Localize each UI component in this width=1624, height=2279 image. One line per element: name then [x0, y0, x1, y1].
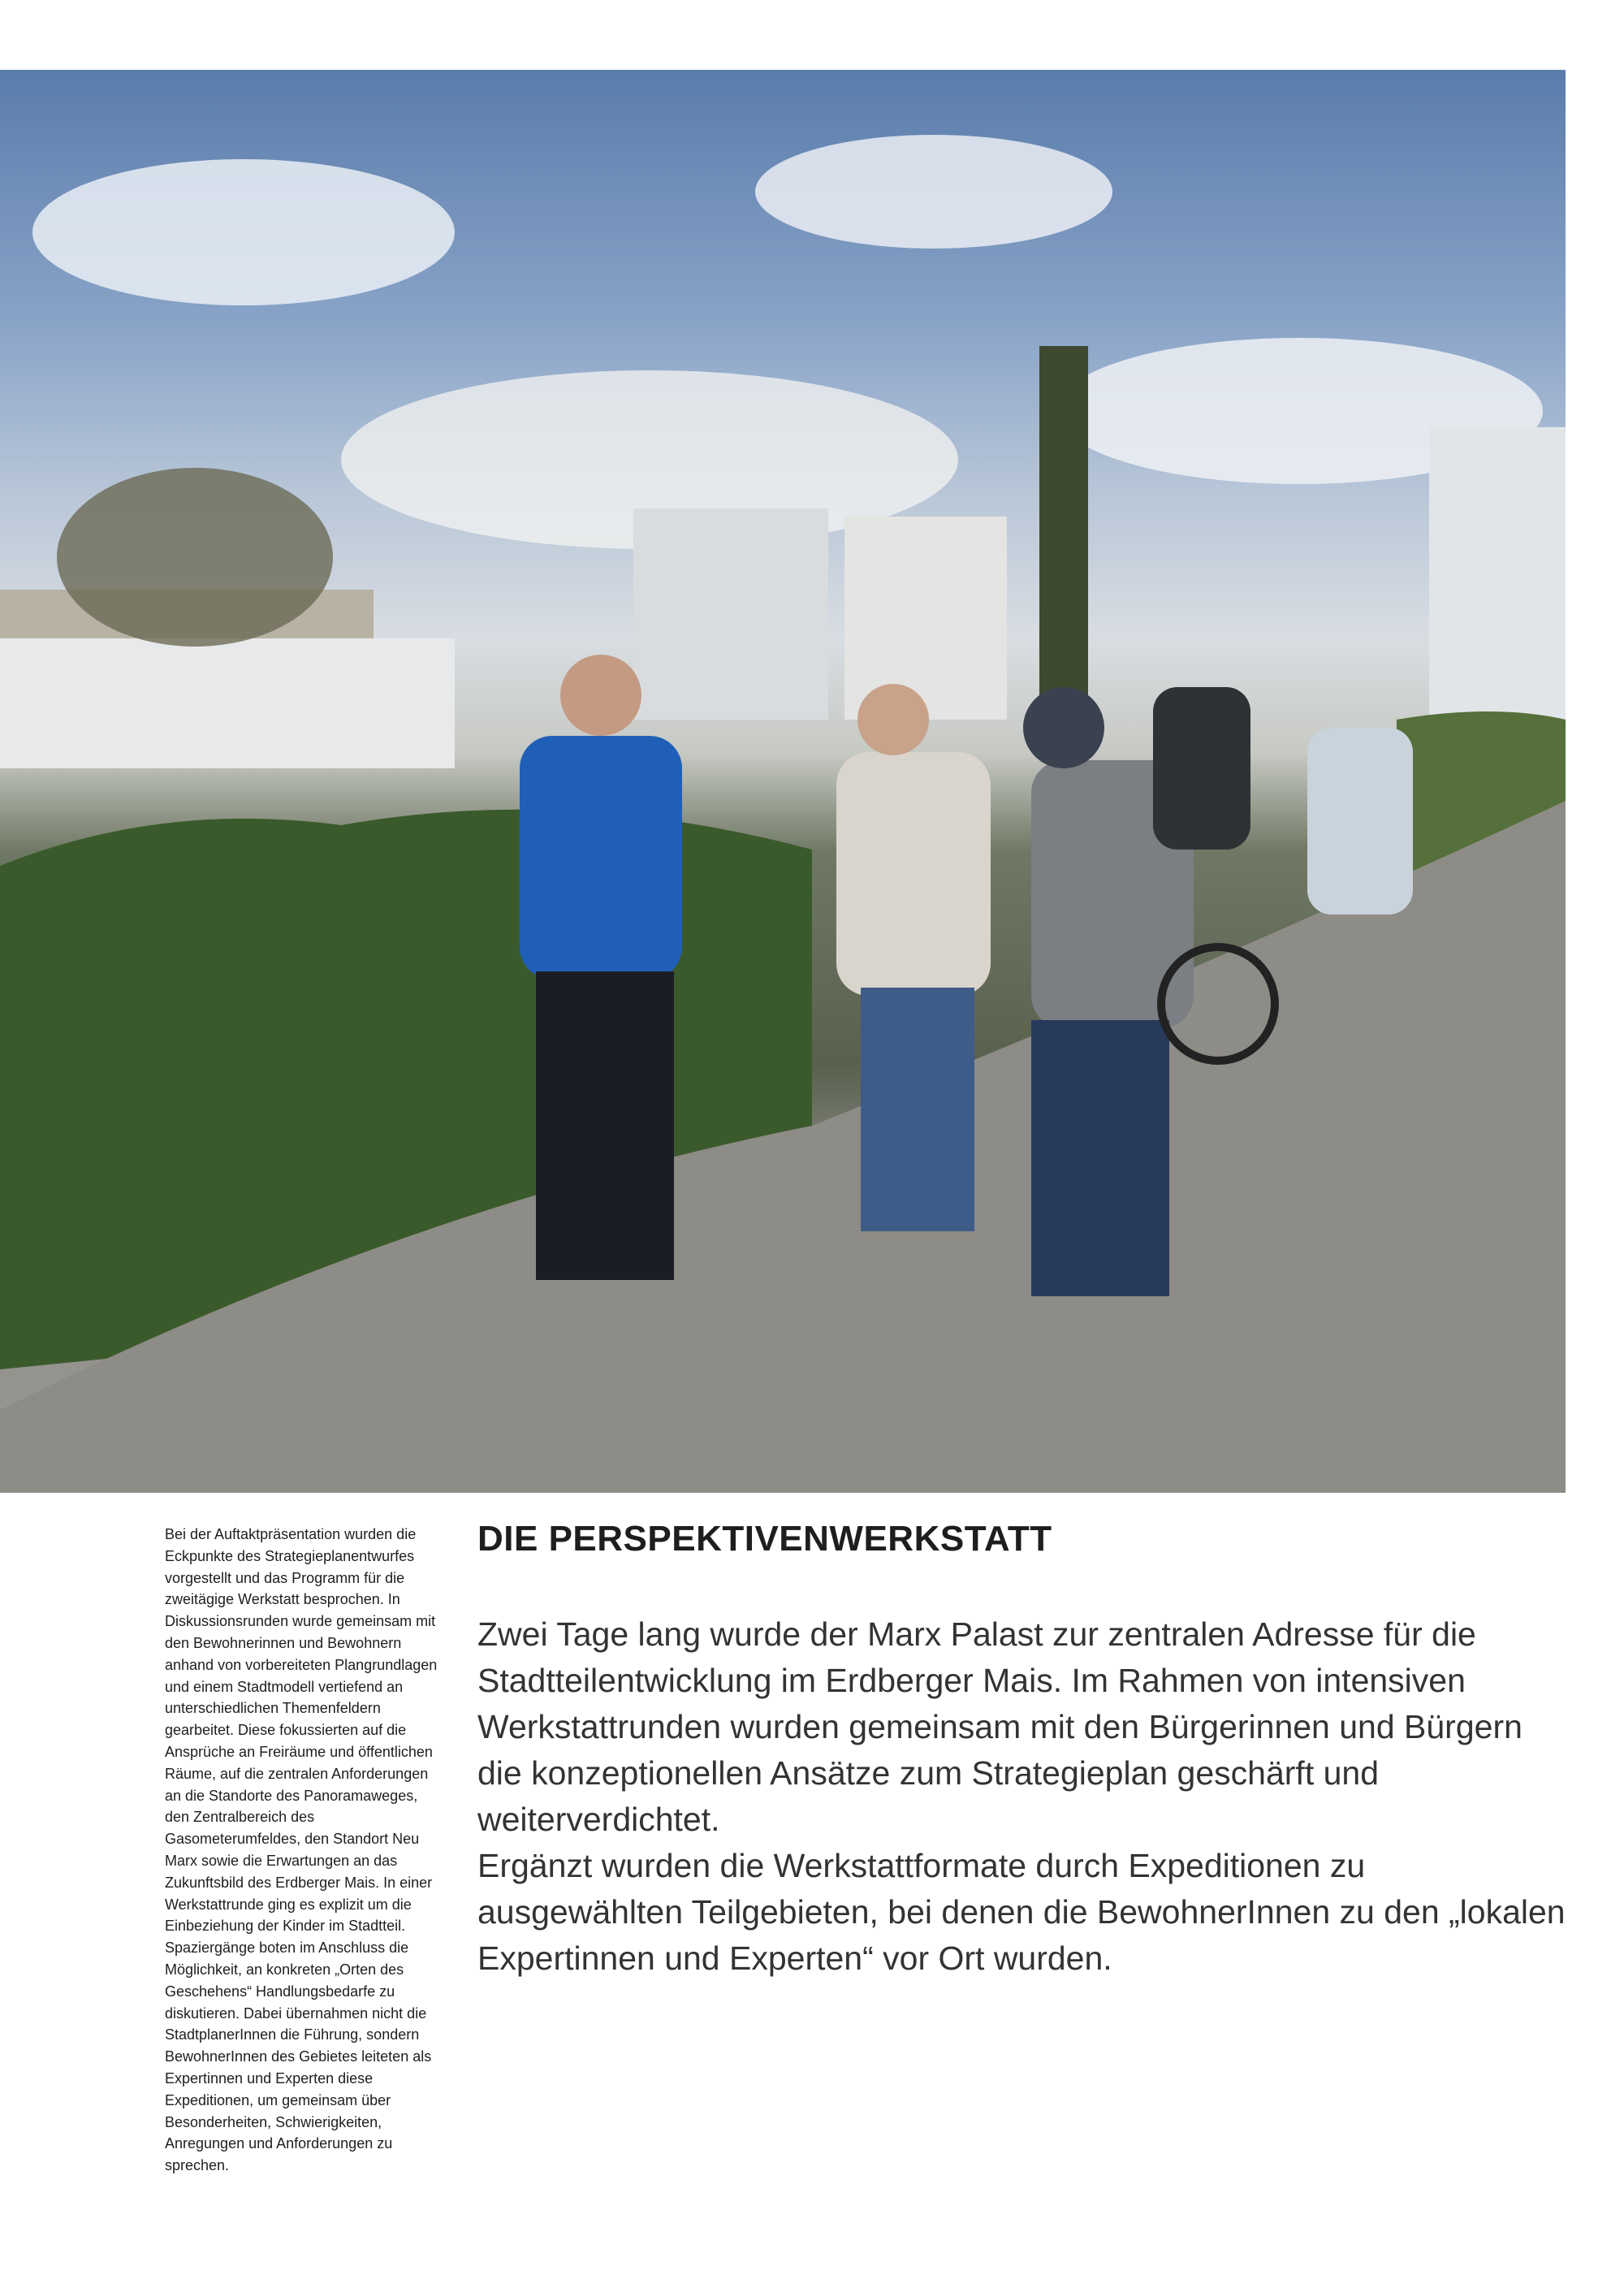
main-body-text	[477, 1611, 1566, 1982]
side-paragraph-1: Bei der Auftaktpräsentation wurden die Eckpunkte des Strategieplanentwurfes vorgestellt und das Programm für die zweitägige Werkstatt besprochen. In Diskussionsrunden wurde gemeinsam mit den Bewohnerinnen und Bewohnern anhand von vorbereiteten Plangrundlagen und einem Stadtmodell vertiefend an unterschiedlichen Themenfeldern gearbeitet. Diese fokussierten auf die Ansprüche an Freiräume und öffentlichen Räume, auf die zentralen Anforderungen an die Standorte des Panoramaweges, den Zentralbereich des Gasometerumfeldes, den Standort Neu Marx sowie die Erwartungen an das Zukunftsbild des Erdberger Mais. In einer Werkstattrunde ging es explizit um die Einbeziehung der Kinder im Stadtteil.	[165, 1526, 438, 1935]
main-paragraph-1: Zwei Tage lang wurde der Marx Palast zur zentralen Adresse für die Stadtteilentwicklung im Erdberger Mais. Im Rahmen von intensiven Werkstattrunden wurden gemeinsam mit den Bürgerinnen und Bürgern die konzeptionellen Ansätze zum Strategieplan geschärft und weiterverdichtet.	[477, 1615, 1522, 1838]
side-paragraph-2: Spaziergänge boten im Anschluss die Möglichkeit, an konkreten „Orten des Geschehens“ Handlungsbedarfe zu diskutieren. Dabei übernahmen nicht die StadtplanerInnen die Führung, sondern BewohnerInnen des Gebietes leiteten als Expertinnen und Experten diese Expeditionen, um gemeinsam über Besonderheiten, Schwierigkeiten, Anregungen und Anforderungen zu sprechen.	[165, 1940, 432, 2174]
main-paragraph-2: Ergänzt wurden die Werkstattformate durch Expeditionen zu ausgewählten Teilgebieten, bei denen die BewohnerInnen zu den „lokalen Expertinnen und Experten“ vor Ort wurden.	[477, 1847, 1566, 1977]
side-column-text	[165, 1524, 441, 2177]
section-heading: DIE PERSPEKTIVENWERKSTATT	[477, 1519, 1052, 1559]
group-walk-photo-icon	[0, 70, 1566, 1493]
hero-photo	[0, 70, 1566, 1493]
